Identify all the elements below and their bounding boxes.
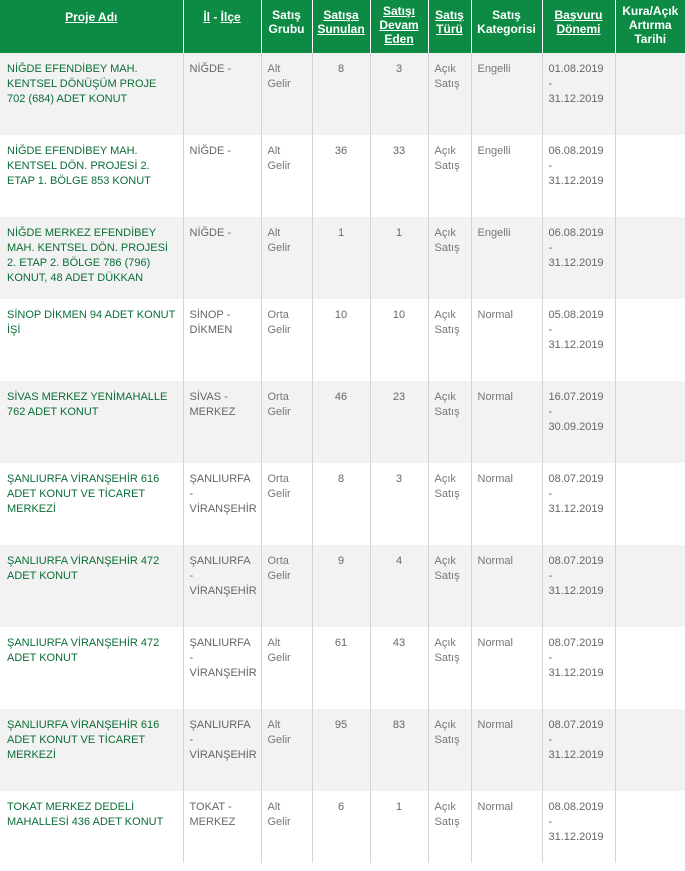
cell-basvuru-donemi: 16.07.2019 - 30.09.2019 xyxy=(542,381,615,463)
cell-satis-grubu: Orta Gelir xyxy=(261,463,312,545)
cell-satis-grubu: Alt Gelir xyxy=(261,709,312,791)
cell-il-ilce: SİNOP - DİKMEN xyxy=(183,299,261,381)
cell-il-ilce: TOKAT - MERKEZ xyxy=(183,791,261,863)
cell-il-ilce: ŞANLIURFA - VİRANŞEHİR xyxy=(183,545,261,627)
col-header-satis-grubu xyxy=(261,0,312,53)
cell-satisa-sunulan: 10 xyxy=(312,299,370,381)
cell-satis-kategorisi: Normal xyxy=(471,791,542,863)
cell-satisi-devam-eden: 3 xyxy=(370,53,428,135)
cell-satis-grubu: Alt Gelir xyxy=(261,135,312,217)
cell-satis-turu: Açık Satış xyxy=(428,217,471,299)
cell-satis-turu: Açık Satış xyxy=(428,381,471,463)
cell-proje: NİĞDE MERKEZ EFENDİBEY MAH. KENTSEL DÖN. PROJESİ 2. ETAP 2. BÖLGE 786 (796) KONUT, 48 ADET DÜKKAN xyxy=(0,217,183,299)
sort-link-ilce[interactable]: İlçe xyxy=(220,10,241,24)
cell-kura-tarihi xyxy=(615,545,685,627)
cell-satis-grubu: Alt Gelir xyxy=(261,627,312,709)
cell-proje: ŞANLIURFA VİRANŞEHİR 616 ADET KONUT VE TİCARET MERKEZİ xyxy=(0,709,183,791)
cell-satis-grubu: Orta Gelir xyxy=(261,299,312,381)
cell-proje: NİĞDE EFENDİBEY MAH. KENTSEL DÖN. PROJESİ 2. ETAP 1. BÖLGE 853 KONUT xyxy=(0,135,183,217)
cell-kura-tarihi xyxy=(615,53,685,135)
col-header-satisa-sunulan[interactable] xyxy=(312,0,370,53)
cell-satisi-devam-eden: 43 xyxy=(370,627,428,709)
cell-il-ilce: NİĞDE - xyxy=(183,135,261,217)
cell-satis-grubu: Orta Gelir xyxy=(261,545,312,627)
cell-kura-tarihi xyxy=(615,627,685,709)
cell-satisi-devam-eden: 10 xyxy=(370,299,428,381)
table-row xyxy=(0,53,685,135)
cell-satis-turu: Açık Satış xyxy=(428,463,471,545)
col-header-basvuru-donemi[interactable] xyxy=(542,0,615,53)
cell-satisi-devam-eden: 23 xyxy=(370,381,428,463)
col-header-proje-adi[interactable] xyxy=(0,0,183,53)
cell-il-ilce: NİĞDE - xyxy=(183,217,261,299)
table-row xyxy=(0,627,685,709)
cell-basvuru-donemi: 05.08.2019 - 31.12.2019 xyxy=(542,299,615,381)
table-row xyxy=(0,545,685,627)
cell-kura-tarihi xyxy=(615,791,685,863)
col-header-satis-turu[interactable] xyxy=(428,0,471,53)
cell-satis-turu: Açık Satış xyxy=(428,545,471,627)
cell-proje: ŞANLIURFA VİRANŞEHİR 472 ADET KONUT xyxy=(0,627,183,709)
cell-satis-grubu: Orta Gelir xyxy=(261,381,312,463)
table-row xyxy=(0,463,685,545)
col-header-satis-kategorisi xyxy=(471,0,542,53)
cell-satisa-sunulan: 8 xyxy=(312,463,370,545)
sort-link-satisa-sunulan[interactable]: Satışa Sunulan xyxy=(317,8,365,36)
cell-satisa-sunulan: 95 xyxy=(312,709,370,791)
cell-il-ilce: NİĞDE - xyxy=(183,53,261,135)
satis-kategorisi-label: Satış Kategorisi xyxy=(477,8,536,36)
cell-proje: SİVAS MERKEZ YENİMAHALLE 762 ADET KONUT xyxy=(0,381,183,463)
cell-basvuru-donemi: 01.08.2019 - 31.12.2019 xyxy=(542,53,615,135)
cell-satis-kategorisi: Engelli xyxy=(471,217,542,299)
cell-il-ilce: ŞANLIURFA - VİRANŞEHİR xyxy=(183,627,261,709)
cell-kura-tarihi xyxy=(615,135,685,217)
sort-link-basvuru-donemi[interactable]: Başvuru Dönemi xyxy=(554,8,603,36)
table-row xyxy=(0,791,685,863)
cell-satisa-sunulan: 46 xyxy=(312,381,370,463)
cell-basvuru-donemi: 06.08.2019 - 31.12.2019 xyxy=(542,217,615,299)
cell-basvuru-donemi: 08.08.2019 - 31.12.2019 xyxy=(542,791,615,863)
cell-proje: ŞANLIURFA VİRANŞEHİR 472 ADET KONUT xyxy=(0,545,183,627)
sort-link-satis-turu[interactable]: Satış Türü xyxy=(435,8,464,36)
il-ilce-separator: - xyxy=(209,10,221,24)
cell-satisa-sunulan: 6 xyxy=(312,791,370,863)
cell-satis-kategorisi: Normal xyxy=(471,463,542,545)
table-row xyxy=(0,299,685,381)
table-row xyxy=(0,135,685,217)
cell-satisi-devam-eden: 83 xyxy=(370,709,428,791)
sort-link-il[interactable]: İl xyxy=(203,10,210,24)
cell-il-ilce: SİVAS - MERKEZ xyxy=(183,381,261,463)
cell-satis-turu: Açık Satış xyxy=(428,299,471,381)
cell-satisa-sunulan: 61 xyxy=(312,627,370,709)
cell-satisi-devam-eden: 1 xyxy=(370,217,428,299)
cell-kura-tarihi xyxy=(615,217,685,299)
cell-basvuru-donemi: 06.08.2019 - 31.12.2019 xyxy=(542,135,615,217)
cell-satisi-devam-eden: 3 xyxy=(370,463,428,545)
cell-satisa-sunulan: 9 xyxy=(312,545,370,627)
cell-satis-turu: Açık Satış xyxy=(428,709,471,791)
cell-proje: ŞANLIURFA VİRANŞEHİR 616 ADET KONUT VE TİCARET MERKEZİ xyxy=(0,463,183,545)
cell-kura-tarihi xyxy=(615,709,685,791)
cell-satis-kategorisi: Engelli xyxy=(471,53,542,135)
cell-satisa-sunulan: 8 xyxy=(312,53,370,135)
kura-tarihi-label: Kura/Açık Artırma Tarihi xyxy=(622,4,679,46)
cell-basvuru-donemi: 08.07.2019 - 31.12.2019 xyxy=(542,463,615,545)
cell-satisa-sunulan: 36 xyxy=(312,135,370,217)
cell-kura-tarihi xyxy=(615,299,685,381)
cell-satis-grubu: Alt Gelir xyxy=(261,791,312,863)
table-header-row xyxy=(0,0,685,53)
cell-satis-grubu: Alt Gelir xyxy=(261,217,312,299)
cell-il-ilce: ŞANLIURFA - VİRANŞEHİR xyxy=(183,463,261,545)
cell-kura-tarihi xyxy=(615,463,685,545)
sort-link-satisi-devam-eden[interactable]: Satışı Devam Eden xyxy=(379,4,419,46)
table-row xyxy=(0,709,685,791)
cell-satis-kategorisi: Normal xyxy=(471,299,542,381)
cell-satis-kategorisi: Normal xyxy=(471,381,542,463)
cell-satis-kategorisi: Normal xyxy=(471,545,542,627)
col-header-il-ilce[interactable] xyxy=(183,0,261,53)
satis-grubu-label: Satış Grubu xyxy=(268,8,305,36)
cell-basvuru-donemi: 08.07.2019 - 31.12.2019 xyxy=(542,545,615,627)
cell-satisa-sunulan: 1 xyxy=(312,217,370,299)
cell-satis-turu: Açık Satış xyxy=(428,627,471,709)
cell-satis-grubu: Alt Gelir xyxy=(261,53,312,135)
cell-satisi-devam-eden: 1 xyxy=(370,791,428,863)
cell-basvuru-donemi: 08.07.2019 - 31.12.2019 xyxy=(542,627,615,709)
cell-satis-turu: Açık Satış xyxy=(428,53,471,135)
table-row xyxy=(0,381,685,463)
table-row xyxy=(0,217,685,299)
cell-satis-kategorisi: Normal xyxy=(471,627,542,709)
cell-kura-tarihi xyxy=(615,381,685,463)
cell-proje: TOKAT MERKEZ DEDELİ MAHALLESİ 436 ADET KONUT xyxy=(0,791,183,863)
cell-satisi-devam-eden: 33 xyxy=(370,135,428,217)
col-header-satisi-devam-eden[interactable] xyxy=(370,0,428,53)
cell-satis-kategorisi: Engelli xyxy=(471,135,542,217)
cell-il-ilce: ŞANLIURFA - VİRANŞEHİR xyxy=(183,709,261,791)
cell-basvuru-donemi: 08.07.2019 - 31.12.2019 xyxy=(542,709,615,791)
cell-satis-turu: Açık Satış xyxy=(428,135,471,217)
cell-satisi-devam-eden: 4 xyxy=(370,545,428,627)
cell-satis-turu: Açık Satış xyxy=(428,791,471,863)
cell-satis-kategorisi: Normal xyxy=(471,709,542,791)
col-header-kura-tarihi xyxy=(615,0,685,53)
cell-proje: NİĞDE EFENDİBEY MAH. KENTSEL DÖNÜŞÜM PROJE 702 (684) ADET KONUT xyxy=(0,53,183,135)
cell-proje: SİNOP DİKMEN 94 ADET KONUT İŞİ xyxy=(0,299,183,381)
sort-link-proje-adi[interactable]: Proje Adı xyxy=(65,10,118,24)
